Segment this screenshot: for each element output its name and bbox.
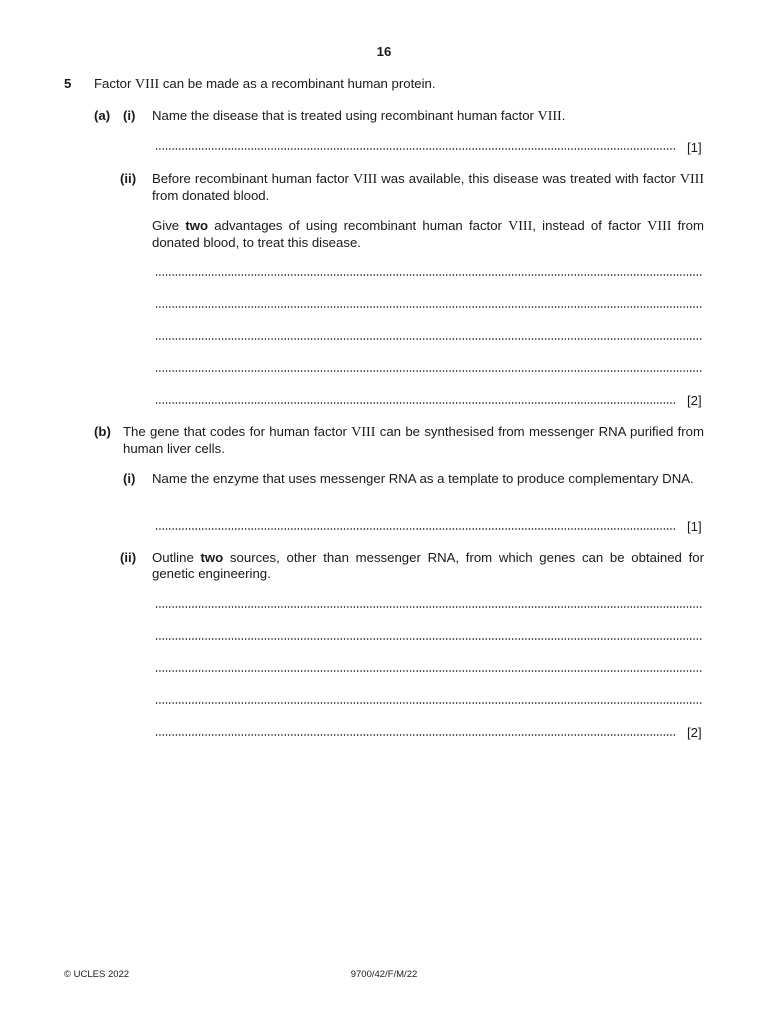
mark-a-i: [1] xyxy=(687,140,702,155)
part-b-label: (b) xyxy=(94,424,111,439)
part-a-ii-paragraph-2: Give two advantages of using recombinant human factor VIII, instead of factor VIII from donated blood, to treat this disease. xyxy=(152,218,704,250)
page-number: 16 xyxy=(376,44,392,59)
part-b-i-label: (i) xyxy=(123,471,136,486)
part-a-ii-paragraph-1: Before recombinant human factor VIII was available, this disease was treated with factor VIII from donated blood. xyxy=(152,171,704,203)
mark-b-ii: [2] xyxy=(687,725,702,740)
answer-line-b-i[interactable] xyxy=(155,527,677,531)
part-b-ii-label: (ii) xyxy=(120,550,137,565)
answer-line-a-i[interactable] xyxy=(155,147,677,151)
answer-line-a-ii-4[interactable] xyxy=(155,369,703,373)
mark-a-ii: [2] xyxy=(687,393,702,408)
part-a-i-label: (i) xyxy=(123,108,136,123)
question-stem: Factor VIII can be made as a recombinant human protein. xyxy=(94,76,436,92)
answer-line-a-ii-5[interactable] xyxy=(155,401,677,405)
part-a-i-text: Name the disease that is treated using recombinant human factor VIII. xyxy=(152,108,566,124)
answer-line-b-ii-2[interactable] xyxy=(155,637,703,641)
part-a-label: (a) xyxy=(94,108,111,123)
answer-line-a-ii-3[interactable] xyxy=(155,337,703,341)
part-a-ii-label: (ii) xyxy=(120,171,137,186)
answer-line-a-ii-2[interactable] xyxy=(155,305,703,309)
answer-line-b-ii-5[interactable] xyxy=(155,733,677,737)
part-b-ii-text: Outline two sources, other than messenger RNA, from which genes can be obtained for genetic engineering. xyxy=(152,550,704,581)
part-b-i-text: Name the enzyme that uses messenger RNA as a template to produce complementary DNA. xyxy=(152,471,694,486)
part-b-stem: The gene that codes for human factor VIII can be synthesised from messenger RNA purified from human liver cells. xyxy=(123,424,704,456)
footer-copyright: © UCLES 2022 xyxy=(64,969,130,980)
answer-line-b-ii-1[interactable] xyxy=(155,605,703,609)
answer-line-b-ii-4[interactable] xyxy=(155,701,703,705)
mark-b-i: [1] xyxy=(687,519,702,534)
answer-line-b-ii-3[interactable] xyxy=(155,669,703,673)
question-number: 5 xyxy=(64,76,72,91)
footer-paper-code: 9700/42/F/M/22 xyxy=(350,969,418,980)
answer-line-a-ii-1[interactable] xyxy=(155,273,703,277)
